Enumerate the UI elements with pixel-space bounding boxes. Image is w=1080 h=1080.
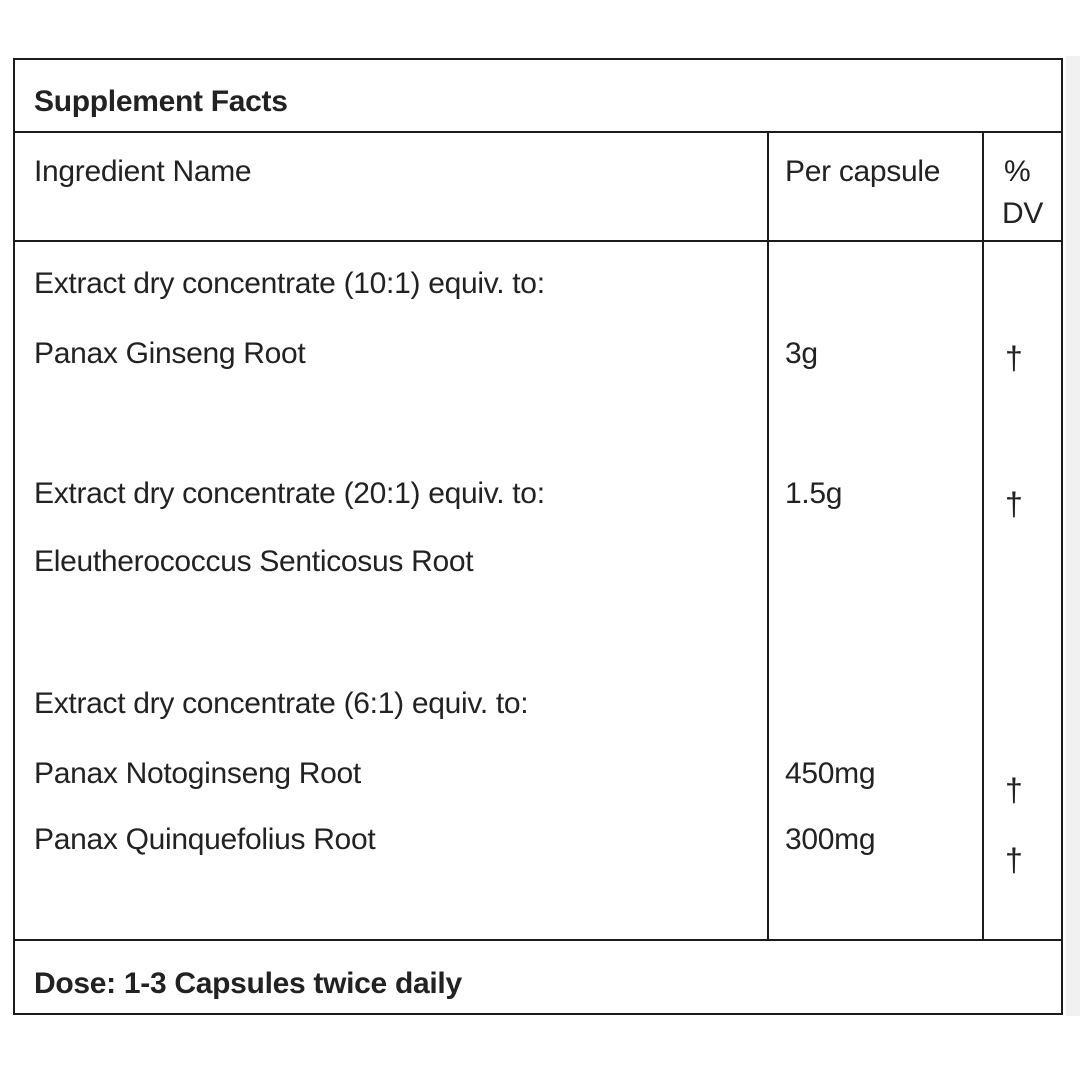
ingredient-name: Extract dry concentrate (10:1) equiv. to: (34, 267, 545, 300)
panel-title: Supplement Facts (34, 85, 288, 118)
ingredient-amount: 1.5g (785, 477, 843, 510)
dose-instructions: Dose: 1-3 Capsules twice daily (34, 967, 462, 1000)
ingredient-name: Extract dry concentrate (20:1) equiv. to: (34, 477, 545, 510)
ingredient-amount: 300mg (785, 823, 876, 856)
dv-dagger-mark: † (1005, 486, 1023, 522)
ingredient-amount: 3g (785, 337, 818, 370)
header-dv-label: DV (1002, 197, 1044, 230)
header-dv-percent: % (1004, 155, 1031, 188)
dv-dagger-mark: † (1005, 772, 1023, 808)
dv-column-divider (982, 132, 984, 940)
ingredient-amount: 450mg (785, 757, 876, 790)
supplement-facts-panel (13, 58, 1063, 1015)
dv-dagger-mark: † (1005, 340, 1023, 376)
ingredient-name: Eleutherococcus Senticosus Root (34, 545, 474, 578)
ingredient-name: Panax Quinquefolius Root (34, 823, 376, 856)
page-edge-shadow (1066, 56, 1080, 1016)
amount-column-divider (767, 132, 769, 940)
header-ingredient-name: Ingredient Name (34, 155, 252, 188)
title-divider (15, 131, 1061, 133)
ingredient-name: Panax Ginseng Root (34, 337, 306, 370)
ingredient-name: Panax Notoginseng Root (34, 757, 361, 790)
footer-divider (15, 939, 1061, 941)
header-divider (15, 240, 1061, 242)
ingredient-name: Extract dry concentrate (6:1) equiv. to: (34, 687, 529, 720)
dv-dagger-mark: † (1005, 842, 1023, 878)
header-per-capsule: Per capsule (785, 155, 941, 188)
